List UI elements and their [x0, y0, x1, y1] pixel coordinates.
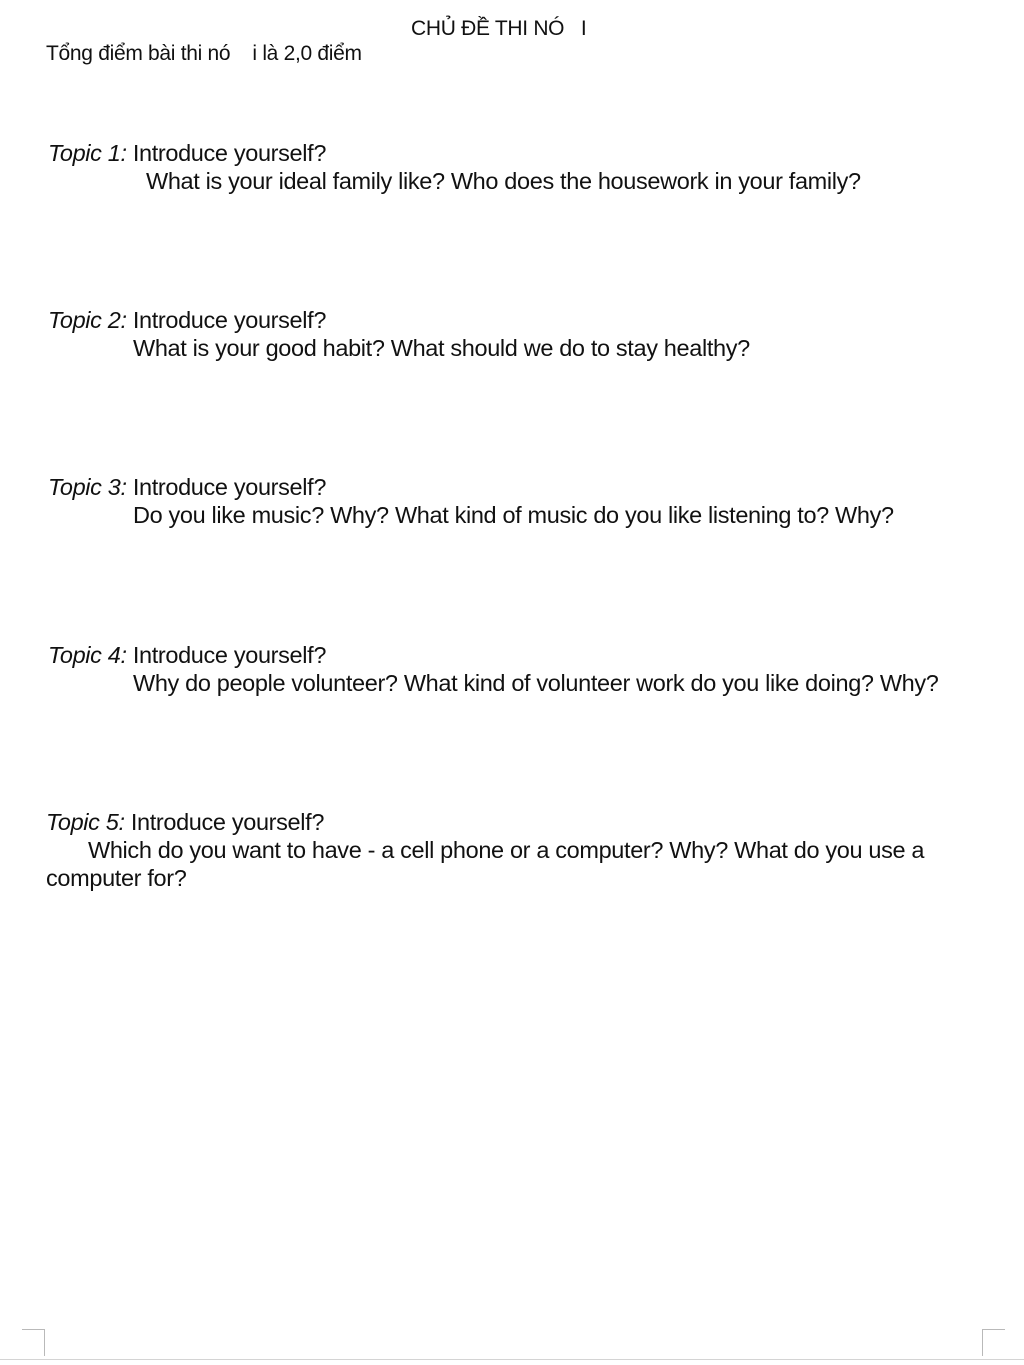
topic-5-label: Topic 5: — [46, 809, 125, 835]
topic-1 — [48, 139, 998, 195]
topic-1-question: What is your ideal family like? Who does the housework in your family? — [146, 168, 861, 194]
topic-5-question: Which do you want to have - a cell phone or a computer? Why? What do you use a computer for? — [46, 837, 925, 891]
topic-1-intro: Introduce yourself? — [126, 140, 327, 166]
total-score-note: Tổng điểm bài thi nó i là 2,0 điểm — [46, 42, 362, 65]
topic-2-heading — [48, 306, 998, 334]
topic-3-heading — [48, 473, 998, 501]
topic-2-intro: Introduce yourself? — [126, 307, 327, 333]
topic-3-label: Topic 3: — [48, 474, 127, 500]
topic-4 — [48, 641, 998, 697]
topic-4-question: Why do people volunteer? What kind of volunteer work do you like doing? Why? — [133, 670, 939, 696]
topic-5-intro: Introduce yourself? — [124, 809, 325, 835]
topic-1-label: Topic 1: — [48, 140, 127, 166]
page-title: CHỦ ĐỀ THI NÓ I — [411, 17, 587, 40]
topic-3 — [48, 473, 998, 529]
topic-4-label: Topic 4: — [48, 642, 127, 668]
topic-2-label: Topic 2: — [48, 307, 127, 333]
margin-corner-left-icon — [22, 1329, 45, 1356]
topic-4-intro: Introduce yourself? — [126, 642, 327, 668]
topic-1-heading — [48, 139, 998, 167]
topic-5 — [46, 808, 976, 892]
topic-3-question: Do you like music? Why? What kind of music do you like listening to? Why? — [133, 502, 894, 528]
topic-2 — [48, 306, 998, 362]
topic-4-heading — [48, 641, 998, 669]
margin-corner-right-icon — [982, 1329, 1005, 1356]
topic-3-intro: Introduce yourself? — [126, 474, 327, 500]
topic-2-question: What is your good habit? What should we do to stay healthy? — [133, 335, 750, 361]
topic-5-heading — [46, 808, 976, 836]
page-bottom-edge — [0, 1359, 1024, 1360]
